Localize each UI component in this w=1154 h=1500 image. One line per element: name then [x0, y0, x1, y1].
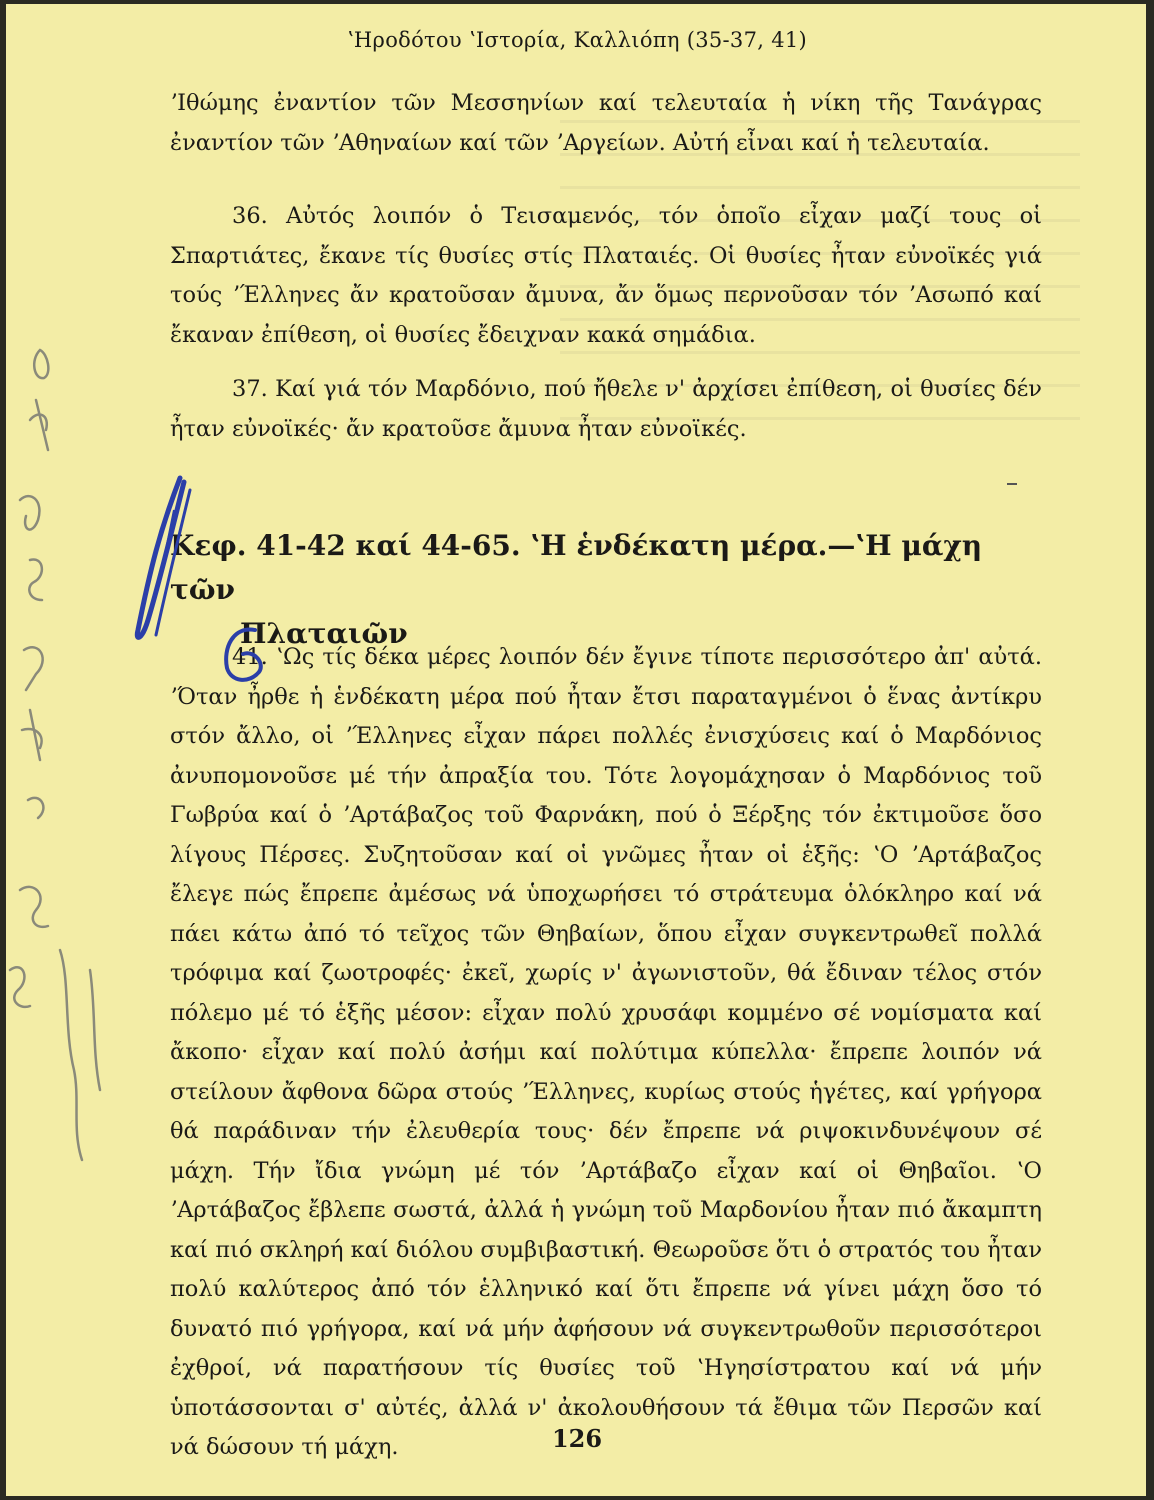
paragraph-text: ʼΙθώμης ἐναντίον τῶν Μεσσηνίων καί τελευταία ἡ νίκη τῆς Τανάγρας ἐναντίον τῶν ʼΑθηναίων καί τῶν ʼΑργείων. Αὐτή εἶναι καί ἡ τελευταία. — [170, 90, 1042, 156]
paragraph-text: 41. ʽΩς τίς δέκα μέρες λοιπόν δέν ἔγινε τίποτε περισσότερο ἀπ' αὐτά. ʼΌταν ἦρθε ἡ ἑνδέκατη μέρα πού ἦταν ἔτσι παραταγμένοι ὁ ἕνας ἀντίκρυ στόν ἄλλο, οἱ ʼΈλληνες εἶχαν πάρει πολλές ἐνισχύσεις καί ὁ Μαρδόνιος ἀνυπομονοῦσε μέ τήν ἀπραξία του. Τότε λογομάχησαν ὁ Μαρδόνιος τοῦ Γωβρύα καί ὁ ʼΑρτάβαζος τοῦ Φαρνάκη, πού ὁ Ξέρξης τόν ἐκτιμοῦσε ὅσο λίγους Πέρσες. Συζητοῦσαν καί οἱ γνῶμες ἦταν οἱ ἑξῆς: ʽΟ ʼΑρτάβαζος ἔλεγε πώς ἔπρεπε ἀμέσως νά ὑποχωρήσει τό στράτευμα ὁλόκληρο καί νά πάει κάτω ἀπό τό τεῖχος τῶν Θηβαίων, ὅπου εἶχαν συγκεντρωθεῖ πολλά τρόφιμα καί ζωοτροφές· ἐκεῖ, χωρίς ν' ἀγωνιστοῦν, θά ἔδιναν τέλος στόν πόλεμο μέ τό ἑξῆς μέσον: εἶχαν πολύ χρυσάφι κομμένο σέ νομίσματα καί ἄκοπο· εἶχαν καί πολύ ἀσήμι καί πολύτιμα κύπελλα· ἔπρεπε λοιπόν νά στείλουν ἄφθονα δῶρα στούς ʼΈλληνες, κυρίως στούς ἡγέτες, καί γρήγορα θά παράδιναν τήν ἐλευθερία τους· δέν ἔπρεπε νά ριψοκινδυνέψουν σέ μάχη. Τήν ἴδια γνώμη μέ τόν ʼΑρτάβαζο εἶχαν καί οἱ Θηβαῖοι. ʽΟ ʼΑρτάβαζος ἔβλεπε σωστά, ἀλλά ἡ γνώμη τοῦ Μαρδονίου ἦταν πιό ἄκαμπτη καί πιό σκληρή καί διόλου συμβιβαστική. Θεωροῦσε ὅτι ὁ στρατός του ἦταν πολύ καλύτερος ἀπό τόν ἑλληνικό καί ὅτι ἔπρεπε νά γίνει μάχη ὅσο τό δυνατό πιό γρήγορα, καί νά μήν ἀφήσουν νά συγκεντρωθοῦν περισσότεροι ἐχθροί, νά παρατήσουν τίς θυσίες τοῦ ʽΗγησίστρατου καί νά μήν ὑποτάσσονται σ' αὐτές, ἀλλά ν' ἀκολουθήσουν τά ἔθιμα τῶν Περσῶν καί νά δώσουν τή μάχη. — [170, 644, 1042, 1460]
paragraph-35-continuation — [170, 84, 1042, 163]
paragraph-41 — [170, 638, 1042, 1468]
paragraph-36 — [170, 197, 1042, 355]
paragraph-37 — [170, 370, 1042, 449]
section-heading-line-1: Κεφ. 41-42 καί 44-65. ʽΗ ἑνδέκατη μέρα.—ʽΗ μάχη τῶν — [170, 529, 983, 606]
pencil-dot-mark — [1005, 478, 1021, 490]
paragraph-text: 37. Καί γιά τόν Μαρδόνιο, πού ἤθελε ν' ἀρχίσει ἐπίθεση, οἱ θυσίες δέν ἦταν εὐνοϊκές· ἄν κρατοῦσε ἄμυνα ἦταν εὐνοϊκές. — [170, 376, 1042, 442]
page-number: 126 — [551, 1424, 603, 1453]
section-heading — [170, 524, 1050, 656]
running-header: ʽΗροδότου ʽΙστορία, Καλλιόπη (35-37, 41) — [346, 28, 808, 52]
paragraph-text: 36. Αὐτός λοιπόν ὁ Τεισαμενός, τόν ὁποῖο εἶχαν μαζί τους οἱ Σπαρτιάτες, ἔκανε τίς θυσίες στίς Πλαταιές. Οἱ θυσίες ἦταν εὐνοϊκές γιά τούς ʼΈλληνες ἄν κρατοῦσαν ἄμυνα, ἄν ὅμως περνοῦσαν τόν ʼΑσωπό καί ἔκαναν ἐπίθεση, οἱ θυσίες ἔδειχναν κακά σημάδια. — [170, 203, 1042, 348]
pencil-margin-notes — [0, 330, 120, 1330]
section-heading-line-2: Πλαταιῶν — [240, 617, 408, 650]
